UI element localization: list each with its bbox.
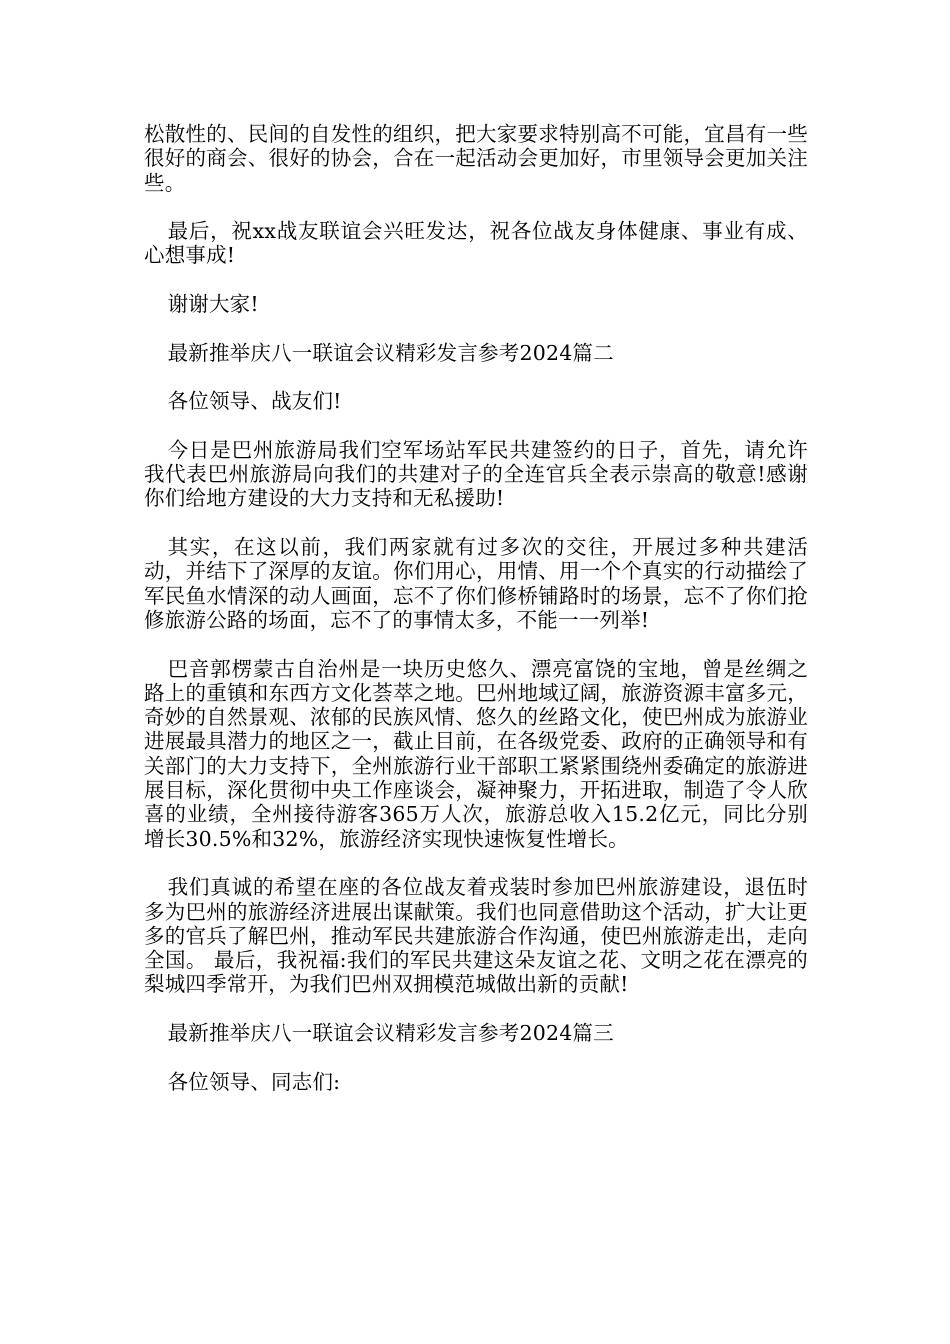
salutation-part-three: 各位领导、同志们: (167, 1069, 341, 1094)
paragraph-friendship: 其实，在这以前，我们两家就有过多次的交往，开展过多种共建活动，并结下了深厚的友谊。你们用心，用情、用一个个真实的行动描绘了军民鱼水情深的动人画面，忘不了你们修桥铺路时的场景，忘不了你们抢修旅游公路的场面，忘不了的事情太多，不能一一列举! (144, 535, 808, 632)
salutation-part-two: 各位领导、战友们! (167, 389, 342, 414)
paragraph-hopes-and-blessing: 我们真诚的希望在座的各位战友着戎装时参加巴州旅游建设，退伍时多为巴州的旅游经济进展出谋献策。我们也同意借助这个活动，扩大让更多的官兵了解巴州，推动军民共建旅游合作沟通，使巴州旅游走出，走向全国。 最后，我祝福:我们的军民共建这朵友谊之花、文明之花在漂亮的梨城四季常开，为我们巴州双拥模范城做出新的贡献! (144, 875, 808, 997)
paragraph-thanks: 谢谢大家! (167, 292, 259, 317)
paragraph-bayingol-tourism: 巴音郭楞蒙古自治州是一块历史悠久、漂亮富饶的宝地，曾是丝绸之路上的重镇和东西方文化荟萃之地。巴州地域辽阔，旅游资源丰富多元，奇妙的自然景观、浓郁的民族风情、悠久的丝路文化，使巴州成为旅游业进展最具潜力的地区之一，截止目前，在各级党委、政府的正确领导和有关部门的大力支持下，全州旅游行业干部职工紧紧围绕州委确定的旅游进展目标，深化贯彻中央工作座谈会，凝神聚力，开拓进取，制造了令人欣喜的业绩，全州接待游客365万人次，旅游总收入15.2亿元，同比分别增长30.5%和32%，旅游经济实现快速恢复性增长。 (144, 656, 808, 851)
document-page (144, 122, 808, 1094)
paragraph-closing-wishes: 最后，祝xx战友联谊会兴旺发达，祝各位战友身体健康、事业有成、心想事成! (144, 219, 808, 268)
paragraph-signing-day: 今日是巴州旅游局我们空军场站军民共建签约的日子，首先，请允许我代表巴州旅游局向我们的共建对子的全连官兵全表示崇高的敬意!感谢你们给地方建设的大力支持和无私援助! (144, 437, 808, 511)
paragraph-continuation: 松散性的、民间的自发性的组织，把大家要求特别高不可能，宜昌有一些很好的商会、很好的协会，合在一起活动会更加好，市里领导会更加关注些。 (144, 122, 808, 195)
section-heading-part-two: 最新推举庆八一联谊会议精彩发言参考2024篇二 (167, 340, 614, 365)
section-heading-part-three: 最新推举庆八一联谊会议精彩发言参考2024篇三 (167, 1020, 614, 1045)
